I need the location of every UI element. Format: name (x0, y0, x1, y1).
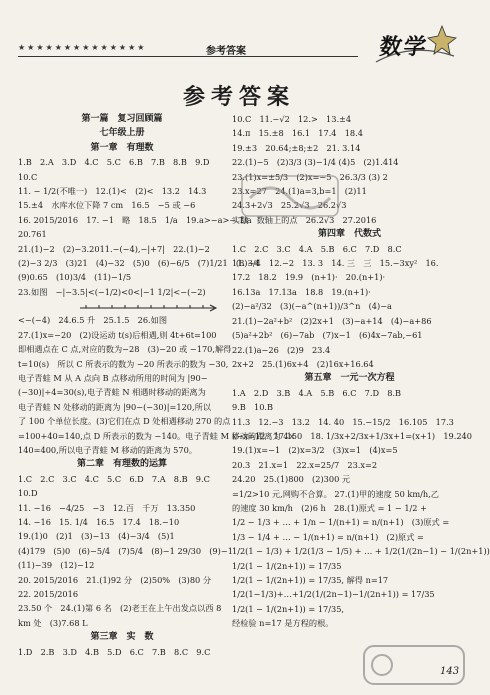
watermark-stamp-icon (240, 168, 340, 228)
answer-line: (11)−39 (12)−12 (18, 560, 95, 571)
answer-line: 经检验 n=17 是方程的根。 (232, 618, 334, 629)
number-line-icon (78, 300, 218, 312)
answer-line: 1/3 − 1/4 + … − 1/(n+1) = n/(n+1) (2)原式 = (232, 531, 424, 542)
answer-line: 22. 2015/2016 (18, 589, 79, 599)
answer-line: 1/2(1 − 1/(2n+1)) = 17/35, 解得 n=17 (232, 575, 389, 585)
answer-line: 23.50 个 24.(1)第 6 名 (2)老王在上午出发点以西 8 (18, 603, 222, 614)
answer-line: 21.(1)−2 (2)−3.2011.−(−4),−|+7| 22.(1)−2 (18, 243, 210, 254)
answer-line: 的速度 30 km/h (2)6 h 28.(1)原式 = 1 − 1/2 + (232, 502, 427, 513)
answer-line: 了 100 个单位长度。(3)它们在点 D 处相遇移动 270 的点 (18, 416, 231, 427)
corner-logo-icon (360, 640, 470, 690)
answer-line: =100+40=140,点 D 所表示的数为 −140。电子青蛙 M 移动的距离为 4× (18, 430, 296, 441)
section-heading: 第三章 实 数 (90, 632, 154, 643)
answer-line: (5)a²+2b² (6)−7ab (7)x−1 (6)4x−7ab,−61 (232, 330, 423, 341)
answer-line: 1.C 2.C 3.C 4.C 5.C 6.D 7.A 8.B 9.C (18, 473, 210, 484)
answer-line: 17.2 18.2 19.9 (n+1)· 20.(n+1)· (232, 272, 386, 283)
answer-line: 23.x=27 24.(1)a=3,b=1 (2)11 (232, 186, 367, 197)
answer-line: 1.D 2.B 3.D 4.B 5.D 6.C 7.B 8.C 9.C (18, 646, 211, 657)
answer-line: 140=400,所以电子青蛙 M 移动的距离为 570。 (18, 444, 197, 455)
answer-line: =1/2>10 元,网购不合算。 27.(1)甲的速度 50 km/h,乙 (232, 488, 439, 499)
answer-line: km 处 (3)7.68 L (18, 617, 88, 628)
page-number: 143 (440, 666, 460, 677)
answer-line: 10.D (18, 488, 38, 499)
answer-line: 16. 2015/2016 17. −1 略 18.5 1/a 19.a>−a>− 1/a (18, 214, 252, 225)
answer-line: 1/2 − 1/3 + … + 1/n − 1/(n+1) = n/(n+1) (3)原式 = (232, 517, 450, 528)
answer-line: 9.B 10.B (232, 402, 274, 413)
answer-line: 20. 2015/2016 21.(1)92 分 (2)50% (3)80 分 (18, 574, 212, 585)
answer-line: 1.C 2.C 3.C 4.A 5.B 6.C 7.D 8.C (232, 243, 402, 254)
answer-line: 10.C (18, 171, 38, 182)
answer-line: 1/2(1 − 1/(2n+1)) = 17/35, (232, 603, 345, 614)
subject-title: 数学 (377, 35, 430, 60)
answer-line: (9)0.65 (10)3/4 (11)−1/5 (18, 272, 132, 283)
header-label: 参考答案 (206, 46, 246, 57)
answer-line: 11.3 12.−3 13.2 14. 40 15.−15/2 16.105 17.3 (232, 416, 454, 427)
answer-line: 19.(1)0 (2)1 (3)−13 (4)−3/4 (5)1 (18, 531, 175, 542)
header-strip (18, 40, 348, 62)
answer-line: 1.A 2.D 3.B 4.A 5.B 6.C 7.D 8.B (232, 387, 402, 398)
section-heading: 七年级上册 (99, 128, 145, 139)
answer-line: 1.B 2.A 3.D 4.C 5.C 6.B 7.B 8.B 9.D (18, 157, 210, 168)
answer-line: 11. −16 −4/25 −3 12.百 千万 13.350 (18, 502, 196, 513)
answer-line: (2)−a²/32 (3)(−a^(n+1))/3^n (4)−a (232, 301, 392, 312)
answer-line: <−(−4) 24.6.5 升 25.1.5 26.如图 (18, 315, 168, 326)
answer-line: (2)−3 2/3 (3)21 (4)−32 (5)0 (6)−6/5 (7)1/21 (8)−4 (18, 258, 260, 269)
answer-line: 19.±3 20.64;±8;±2 21. 3.14 (232, 142, 361, 153)
answer-line: 电子青蛙 N 处移动的距离为 |90−(−30)|=120,所以 (18, 401, 211, 412)
answer-line: 10.C 11.−√2 12.> 13.±4 (232, 114, 352, 124)
answer-line: 24.20 25.(1)800 (2)300 元 (232, 474, 351, 485)
answer-line: 23.(1)x=±5/3 (2)x=−5 26.3/3 (3) 2 (232, 171, 388, 182)
answer-line: 电子青蛙 M 从 A 点向 B 点移动所用的时间为 |90− (18, 372, 208, 383)
answer-line: 14. −16 15. 1/4 16.5 17.4 18.−10 (18, 516, 180, 527)
answer-line: (−30)|÷4=30(s),电子青蛙 N 相遇时移动的距离为 (18, 387, 206, 398)
answer-line: 19.(1)x=−1 (2)x=3/2 (3)x=1 (4)x=5 (232, 445, 398, 456)
section-heading: 第四章 代数式 (317, 229, 381, 240)
section-heading: 第二章 有理数的运算 (76, 459, 167, 470)
section-heading: 第一章 有理数 (90, 142, 154, 153)
page-title: 参考答案 (182, 84, 295, 110)
answer-line: 即相遇点在 C 点,对应的数为−28 (3)−20 或 −170,解得 (18, 344, 232, 355)
answer-line: 22.(1)−5 (2)3/3 (3)−1/4 (4)5 (2)1.414 (232, 157, 399, 168)
answer-line: 11. − 1/2(不唯一) 12.(1)< (2)< 13.2 14.3 (18, 186, 207, 197)
answer-line: 1/2(1−1/3)+…+1/2(1/(2n−1)−1/(2n+1)) = 17/35 (232, 589, 435, 600)
answer-line: 27.(1)x=−20 (2)设运动 t(s)后相遇,则 4t+6t=100 (18, 329, 217, 340)
header-rule (18, 56, 358, 57)
header-stars: ★★★★★★★★★★★★★★ (18, 43, 147, 52)
answer-line: 15.±4 水库水位下降 7 cm 16.5 −5 或 −6 (18, 200, 196, 211)
answer-line: t=10(s) 所以 C 所表示的数为 −20 所表示的数为 −30, (18, 358, 229, 369)
answer-line: x−x=12 17.150 18. 1/3x+2/3x+1/3x+1=(x+1) 19.240 (232, 430, 472, 441)
answer-line: 2x+2 25.(1)6x+4 (2)16x+16.64 (232, 358, 374, 369)
answer-line: 22.(1)a−26 (2)9 23.4 (232, 344, 331, 355)
answer-line: 实数 数轴上的点 26.2√3 27.2016 (232, 214, 377, 225)
section-heading: 第五章 一元一次方程 (304, 373, 395, 384)
answer-line: 16.13a 17.13a 18.8 19.(n+1)· (232, 286, 371, 297)
section-heading: 第一篇 复习回顾篇 (81, 114, 163, 124)
answer-line: 1/2(1 − 1/(2n+1)) = 17/35 (232, 560, 342, 571)
answer-line: 23.如图 −|−3.5|<(−1/2)<0<|−1 1/2|<−(−2) (18, 286, 206, 297)
number-line-figure (18, 300, 226, 312)
answer-line: 1/2(1 − 1/3) + 1/2(1/3 − 1/5) + … + 1/2(1/(2n−1) − 1/(2n+1)) (232, 546, 490, 557)
answer-line: (4)179 (5)0 (6)−5/4 (7)5/4 (8)−1 29/30 (9)−1 (18, 545, 233, 556)
answer-line: 24.3+2√3 25.2√3 26.2√3 (232, 200, 347, 211)
answer-line: 11. 3/4 12.−2 13. 3 14. 三 三 15.−3xy² 16. (232, 258, 439, 269)
answer-line: 21.(1)−2a²+b² (2)2x+1 (3)−a+14 (4)−a+86 (232, 315, 432, 326)
answer-line: 20.3 21.x=1 22.x=25/7 23.x=2 (232, 459, 378, 470)
answer-line: 14.π 15.±8 16.1 17.4 18.4 (232, 128, 363, 139)
answer-line: 20.761 (18, 229, 47, 240)
